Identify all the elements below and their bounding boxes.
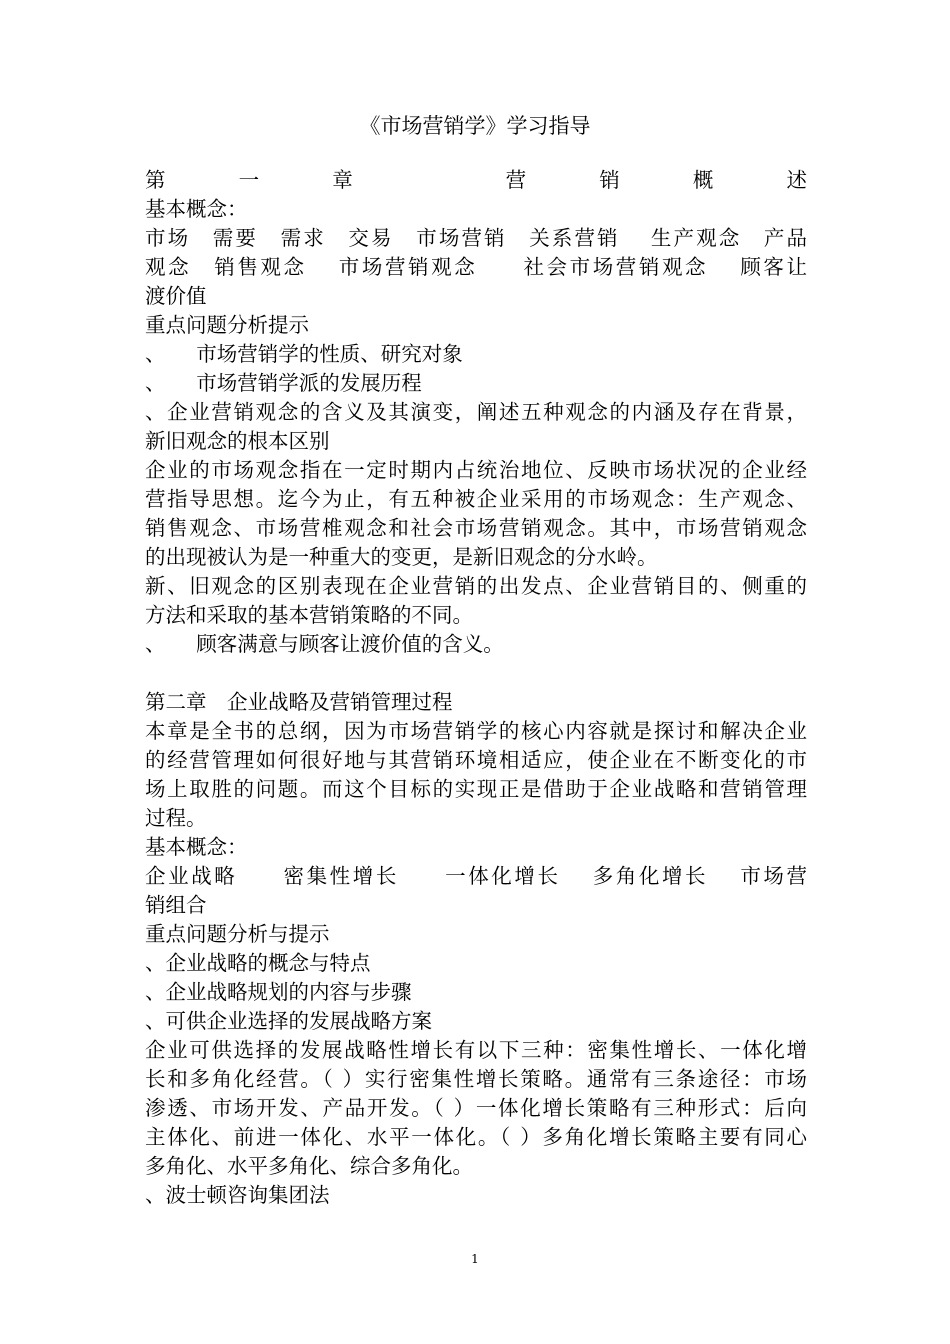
paragraph-line: 新、旧观念的区别表现在企业营销的出发点、企业营销目的、侧重的 — [145, 574, 807, 598]
list-item: 、波士顿咨询集团法 — [145, 1183, 330, 1207]
page-number: 1 — [471, 1252, 479, 1266]
list-item: 、 顾客满意与顾客让渡价值的含义。 — [145, 632, 504, 656]
blank-line — [145, 659, 807, 688]
document-title: 《市场营销学》学习指导 — [359, 114, 591, 138]
chapter-heading: 第一章 营销概述 — [145, 168, 807, 192]
list-item: 、 市场营销学的性质、研究对象 — [145, 342, 463, 366]
section-label: 基本概念： — [145, 197, 248, 221]
paragraph-line: 过程。 — [145, 806, 207, 830]
paragraph-line: 方法和采取的基本营销策略的不同。 — [145, 603, 473, 627]
text-line: 新旧观念的根本区别 — [145, 429, 330, 453]
section-label: 重点问题分析与提示 — [145, 922, 330, 946]
list-item: 、 市场营销学派的发展历程 — [145, 371, 422, 395]
list-item: 、企业战略的概念与特点 — [145, 951, 371, 975]
list-item: 、可供企业选择的发展战略方案 — [145, 1009, 432, 1033]
paragraph-line: 长和多角化经营。（ ）实行密集性增长策略。通常有三条途径：市场 — [145, 1067, 807, 1091]
paragraph-line: 营指导思想。迄今为止，有五种被企业采用的市场观念：生产观念、 — [145, 487, 807, 511]
text-line: 观念 销售观念 市场营销观念 社会市场营销观念 顾客让 — [145, 255, 807, 279]
paragraph-line: 本章是全书的总纲，因为市场营销学的核心内容就是探讨和解决企业 — [145, 719, 807, 743]
paragraph-line: 的出现被认为是一种重大的变更，是新旧观念的分水岭。 — [145, 545, 658, 569]
paragraph-line: 场上取胜的问题。而这个目标的实现正是借助于企业战略和营销管理 — [145, 777, 807, 801]
paragraph-line: 企业可供选择的发展战略性增长有以下三种：密集性增长、一体化增 — [145, 1038, 807, 1062]
section-label: 基本概念： — [145, 835, 248, 859]
chapter-heading: 第二章 企业战略及营销管理过程 — [145, 690, 453, 714]
section-label: 重点问题分析提示 — [145, 313, 309, 337]
document-body — [145, 166, 807, 1210]
paragraph-line: 多角化、水平多角化、综合多角化。 — [145, 1154, 473, 1178]
list-item: 、企业营销观念的含义及其演变，阐述五种观念的内涵及存在背景， — [145, 400, 807, 424]
paragraph-line: 销售观念、市场营椎观念和社会市场营销观念。其中，市场营销观念 — [145, 516, 807, 540]
paragraph-line: 的经营管理如何很好地与其营销环境相适应，使企业在不断变化的市 — [145, 748, 807, 772]
text-line: 市场 需要 需求 交易 市场营销 关系营销 生产观念 产品 — [145, 226, 807, 250]
paragraph-line: 企业的市场观念指在一定时期内占统治地位、反映市场状况的企业经 — [145, 458, 807, 482]
text-line: 销组合 — [145, 893, 207, 917]
list-item: 、企业战略规划的内容与步骤 — [145, 980, 412, 1004]
paragraph-line: 主体化、前进一体化、水平一体化。（ ）多角化增长策略主要有同心 — [145, 1125, 807, 1149]
paragraph-line: 渗透、市场开发、产品开发。（ ）一体化增长策略有三种形式：后向 — [145, 1096, 807, 1120]
text-line: 企业战略 密集性增长 一体化增长 多角化增长 市场营 — [145, 864, 807, 888]
text-line: 渡价值 — [145, 284, 207, 308]
